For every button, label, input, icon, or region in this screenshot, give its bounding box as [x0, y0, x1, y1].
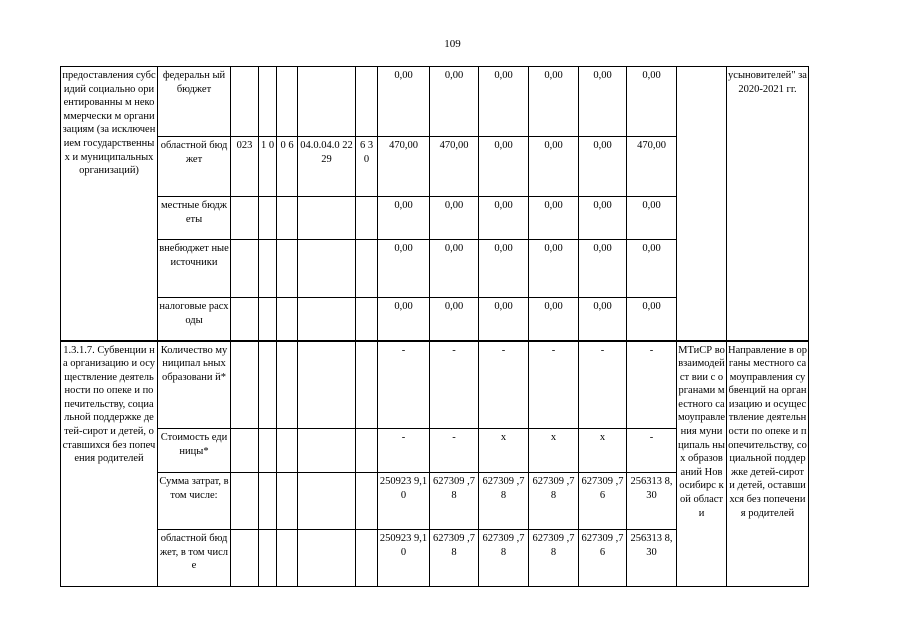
value-cell: 0,00	[579, 298, 627, 341]
funding-source-cell: областной бюджет, в том числе	[158, 530, 231, 587]
value-cell: 627309 ,78	[479, 473, 529, 530]
code-cell	[298, 240, 356, 298]
executor-cell	[677, 67, 727, 341]
code-cell	[277, 530, 298, 587]
value-cell: -	[378, 341, 430, 429]
value-cell: 0,00	[430, 67, 479, 137]
value-cell: 470,00	[430, 137, 479, 197]
value-cell: 0,00	[479, 67, 529, 137]
value-cell: 0,00	[430, 197, 479, 240]
code-cell	[277, 298, 298, 341]
table-row	[61, 67, 905, 137]
code-cell	[231, 429, 259, 473]
code-cell: 6 3 0	[356, 137, 378, 197]
value-cell: 627309 ,78	[529, 473, 579, 530]
code-cell	[259, 473, 277, 530]
code-cell	[356, 530, 378, 587]
funding-source-cell: местные бюджеты	[158, 197, 231, 240]
code-cell	[298, 67, 356, 137]
value-cell: 0,00	[627, 67, 677, 137]
value-cell: 0,00	[529, 240, 579, 298]
value-cell: 0,00	[378, 67, 430, 137]
code-cell	[298, 530, 356, 587]
funding-source-cell: областной бюджет	[158, 137, 231, 197]
value-cell: 0,00	[627, 298, 677, 341]
code-cell	[356, 429, 378, 473]
executor-cell: МТиСР во взаимодейст вии с органами местного самоуправле ния муниципаль ных образований Новосибирс кой области	[677, 341, 727, 587]
code-cell	[277, 429, 298, 473]
value-cell: 0,00	[627, 240, 677, 298]
value-cell: x	[479, 429, 529, 473]
code-cell	[259, 530, 277, 587]
table-row	[61, 341, 905, 429]
code-cell	[231, 240, 259, 298]
budget-table	[60, 66, 905, 587]
value-cell: 256313 8,30	[627, 473, 677, 530]
value-cell: -	[479, 341, 529, 429]
code-cell	[259, 240, 277, 298]
value-cell: 0,00	[529, 137, 579, 197]
value-cell: 0,00	[430, 298, 479, 341]
value-cell: 627309 ,78	[430, 530, 479, 587]
code-cell	[231, 341, 259, 429]
code-cell	[298, 429, 356, 473]
code-cell	[231, 298, 259, 341]
code-cell	[259, 298, 277, 341]
value-cell: x	[529, 429, 579, 473]
value-cell: 0,00	[579, 137, 627, 197]
value-cell: 470,00	[378, 137, 430, 197]
value-cell: 0,00	[479, 298, 529, 341]
value-cell: 250923 9,10	[378, 473, 430, 530]
funding-source-cell: внебюджет ные источники	[158, 240, 231, 298]
value-cell: 0,00	[529, 197, 579, 240]
event-name-cell: 1.3.1.7. Субвенции на организацию и осуществление деятельности по опеке и попечительству, социальной поддержке детей-сирот и детей, оставшихся без попечения родителей	[61, 341, 158, 587]
code-cell	[356, 197, 378, 240]
code-cell	[259, 197, 277, 240]
code-cell	[298, 341, 356, 429]
value-cell: 627309 ,78	[529, 530, 579, 587]
code-cell	[231, 530, 259, 587]
funding-source-cell: федеральн ый бюджет	[158, 67, 231, 137]
value-cell: -	[579, 341, 627, 429]
code-cell	[277, 197, 298, 240]
value-cell: 0,00	[378, 240, 430, 298]
value-cell: 0,00	[579, 197, 627, 240]
value-cell: -	[627, 429, 677, 473]
funding-source-cell: Количество муниципал ьных образовани й*	[158, 341, 231, 429]
event-name-cell: предоставления субсидий социально ориентированны м некоммерчески м организациям (за исключением государственны х и муниципальных организаций)	[61, 67, 158, 341]
code-cell	[356, 473, 378, 530]
value-cell: 627309 ,76	[579, 530, 627, 587]
code-cell	[277, 473, 298, 530]
code-cell	[277, 341, 298, 429]
value-cell: -	[529, 341, 579, 429]
value-cell: -	[627, 341, 677, 429]
code-cell: 04.0.04.0 2229	[298, 137, 356, 197]
code-cell	[356, 341, 378, 429]
value-cell: 627309 ,78	[430, 473, 479, 530]
value-cell: 627309 ,76	[579, 473, 627, 530]
code-cell	[356, 67, 378, 137]
code-cell	[298, 473, 356, 530]
funding-source-cell: Стоимость единицы*	[158, 429, 231, 473]
value-cell: 0,00	[378, 298, 430, 341]
code-cell	[231, 67, 259, 137]
value-cell: -	[430, 429, 479, 473]
value-cell: 627309 ,78	[479, 530, 529, 587]
code-cell	[231, 197, 259, 240]
code-cell: 0 6	[277, 137, 298, 197]
code-cell	[259, 67, 277, 137]
value-cell: 0,00	[479, 137, 529, 197]
value-cell: 0,00	[579, 240, 627, 298]
code-cell	[298, 197, 356, 240]
funding-source-cell: налоговые расходы	[158, 298, 231, 341]
code-cell	[231, 473, 259, 530]
value-cell: -	[378, 429, 430, 473]
value-cell: 250923 9,10	[378, 530, 430, 587]
value-cell: 0,00	[479, 240, 529, 298]
value-cell: 0,00	[627, 197, 677, 240]
value-cell: 0,00	[529, 67, 579, 137]
code-cell	[356, 240, 378, 298]
value-cell: 0,00	[579, 67, 627, 137]
page-number: 109	[444, 38, 461, 50]
code-cell	[277, 240, 298, 298]
code-cell	[356, 298, 378, 341]
value-cell: 470,00	[627, 137, 677, 197]
value-cell: 0,00	[430, 240, 479, 298]
value-cell: 0,00	[479, 197, 529, 240]
result-cell: усыновителей" за 2020-2021 гг.	[727, 67, 809, 341]
result-cell: Направление в органы местного самоуправления субвенций на организацию и осуществление деятельности по опеке и попечительству, социальной поддержке детей-сирот и детей, оставшихся без попечения родителей	[727, 341, 809, 587]
value-cell: 0,00	[378, 197, 430, 240]
value-cell: -	[430, 341, 479, 429]
code-cell	[277, 67, 298, 137]
value-cell: 256313 8,30	[627, 530, 677, 587]
value-cell: 0,00	[529, 298, 579, 341]
code-cell: 023	[231, 137, 259, 197]
code-cell	[298, 298, 356, 341]
value-cell: x	[579, 429, 627, 473]
code-cell	[259, 341, 277, 429]
code-cell	[259, 429, 277, 473]
funding-source-cell: Сумма затрат, в том числе:	[158, 473, 231, 530]
code-cell: 1 0	[259, 137, 277, 197]
